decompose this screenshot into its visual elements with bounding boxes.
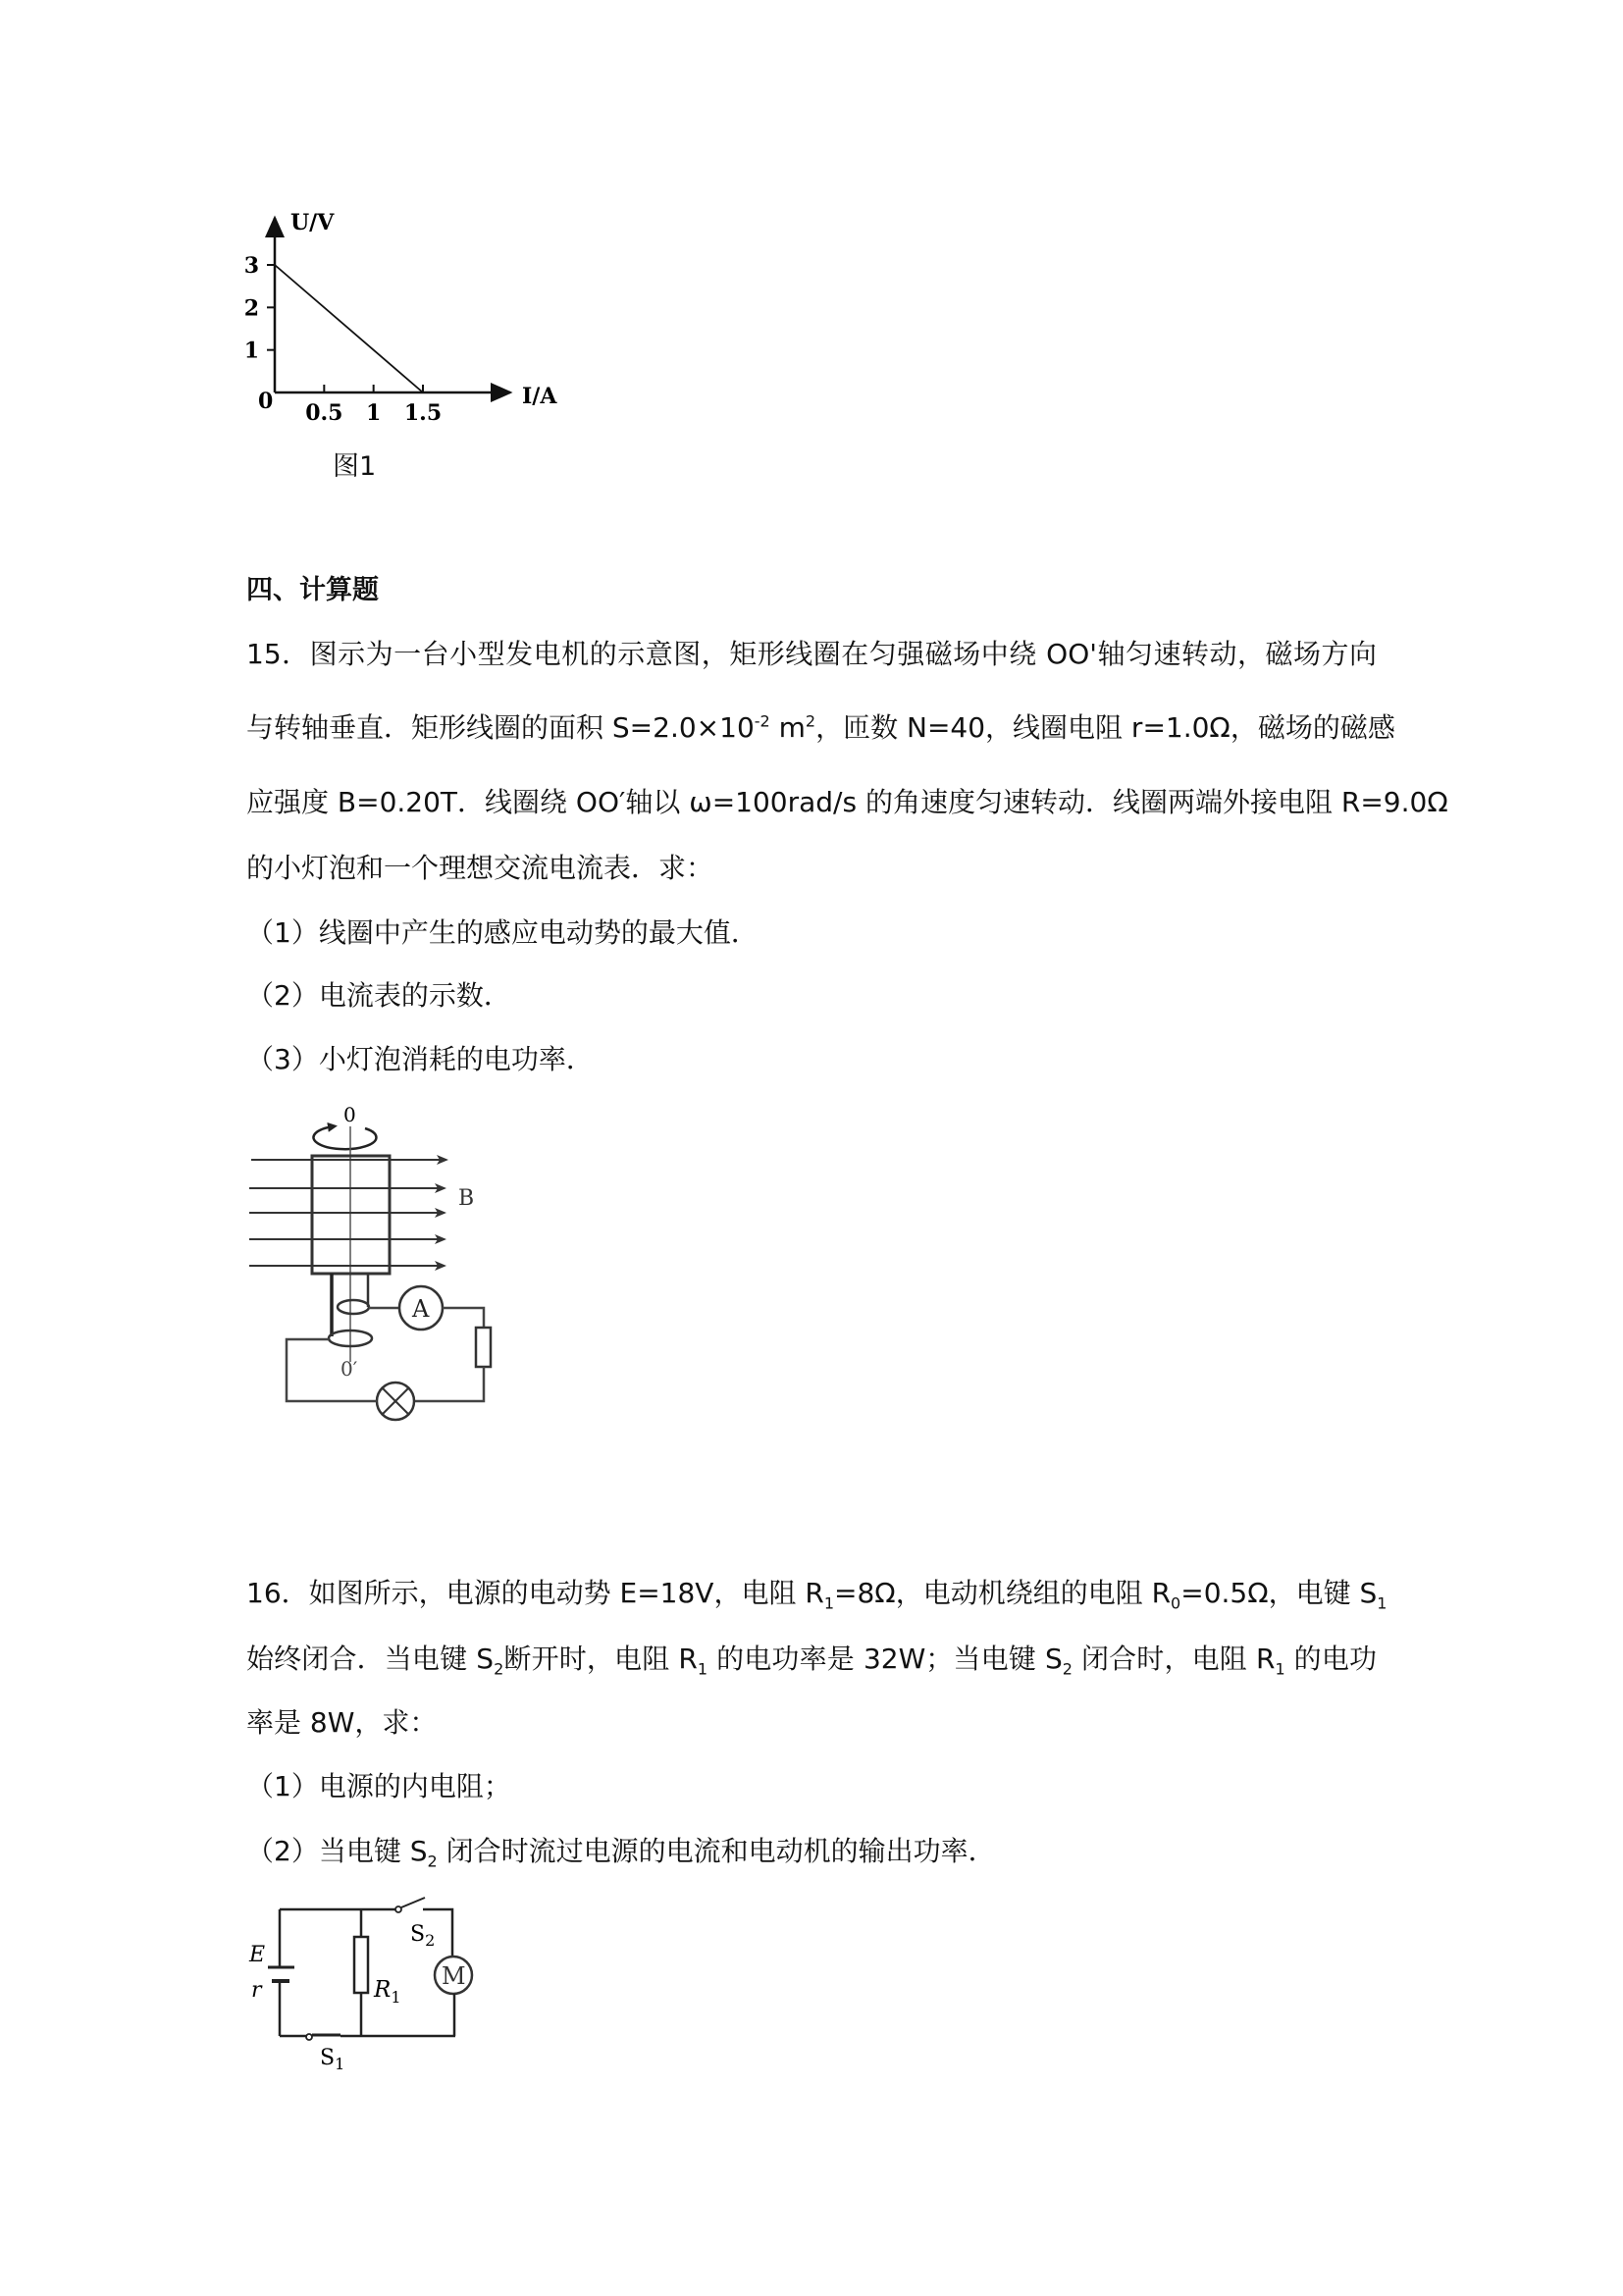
resistor [476,1328,491,1367]
q16-line-3 [246,1706,437,1740]
q16-text: 16．如图所示，电源的电动势 E=18V，电阻 R [246,1577,824,1609]
figure1-ui-graph [236,201,589,442]
y-axis-label: U/V [290,210,335,235]
q15-line-4 [246,852,713,885]
q16-text: （2）当电键 S [246,1835,428,1867]
subscript: 1 [1275,1659,1285,1679]
switch1-label: $S_1$ [320,2046,345,2073]
q15-item-2: （2）电流表的示数． [246,979,511,1012]
q15-line-3 [246,786,1448,819]
q15-text: 与转轴垂直．矩形线圈的面积 S=2.0×10 [246,711,755,744]
subscript: 2 [1062,1659,1073,1679]
q15-item-3: （3）小灯泡消耗的电功率． [246,1043,594,1075]
ui-series-line [275,265,423,392]
q16-item-1 [246,1770,511,1803]
section-title: 四、计算题 [246,575,379,605]
q16-line-1 [246,1577,1387,1613]
rotation-arrow-icon [313,1126,376,1149]
q16-text: 的电功 [1284,1643,1377,1675]
subscript: 2 [427,1852,438,1871]
axis-bottom-label: 0′ [340,1357,358,1381]
q15-text: 的小灯泡和一个理想交流电流表．求： [246,852,714,884]
axis-top-label: 0 [343,1103,356,1126]
x-axis-label: I/A [522,384,557,409]
x-tick-label: 0.5 [305,400,343,426]
switch2-contact [395,1906,401,1912]
motor-label: M [442,1962,466,1990]
q16-line-2 [246,1643,1377,1679]
generator-diagram [236,1099,550,1433]
q16-text: =8Ω，电动机绕组的电阻 R [834,1577,1172,1609]
origin-label: 0 [258,389,274,414]
q15-line-1 [246,638,1377,671]
wire [415,1367,484,1401]
q16-text: =0.5Ω，电键 S [1180,1577,1378,1609]
resistor-r1 [354,1937,368,1993]
slip-ring-upper [338,1300,369,1314]
subscript: 1 [823,1593,835,1613]
wire [443,1308,484,1328]
q15-item-1: （1）线圈中产生的感应电动势的最大值． [246,916,759,949]
emf-label: E [249,1943,266,1967]
q15-text: m [769,711,806,744]
subscript: 1 [1377,1593,1387,1613]
magnetic-field-lines [249,1160,446,1266]
q16-text: 始终闭合．当电键 S [246,1643,495,1675]
y-tick-label: 2 [243,295,259,322]
subscript: 2 [494,1659,504,1679]
ammeter-label: A [412,1295,430,1323]
q15-line-2 [246,711,1395,745]
exponent: -2 [754,711,770,731]
q16-text: 率是 8W，求： [246,1706,438,1739]
subscript: 0 [1171,1593,1181,1613]
q15-text: 15．图示为一台小型发电机的示意图，矩形线圈在匀强磁场中绕 OO'轴匀速转动，磁场方向 [246,638,1377,670]
exponent: 2 [805,711,816,731]
x-tick-label: 1.5 [403,400,443,426]
subscript: 1 [697,1659,708,1679]
resistor-r1-label: $R_1$ [374,1977,401,2007]
switch1-contact [306,2034,312,2040]
wire [287,1339,377,1401]
q16-text: 断开时，电阻 R [503,1643,698,1675]
q16-text: 闭合时流过电源的电流和电动机的输出功率． [437,1835,996,1867]
internal-resistance-label: r [251,1978,262,2003]
figure1-caption: 图1 [333,451,377,482]
switch2-arm [401,1898,425,1907]
field-label: B [458,1186,475,1211]
q15-text: ，匝数 N=40，线圈电阻 r=1.0Ω，磁场的磁感 [815,711,1395,744]
y-tick-label: 1 [243,338,259,364]
x-tick-label: 1 [366,400,382,426]
motor-circuit-diagram [236,1889,491,2085]
q16-item-2 [246,1835,996,1871]
switch2-label: $S_2$ [410,1922,436,1950]
y-tick-label: 3 [243,253,259,279]
q16-text: 闭合时，电阻 R [1072,1643,1276,1675]
q16-text: （1）电源的内电阻； [246,1770,511,1802]
q15-text: 应强度 B=0.20T．线圈绕 OO′轴以 ω=100rad/s 的角速度匀速转动．线圈两端外接电阻 R=9.0Ω [246,786,1448,818]
q16-text: 的电功率是 32W；当电键 S [707,1643,1063,1675]
